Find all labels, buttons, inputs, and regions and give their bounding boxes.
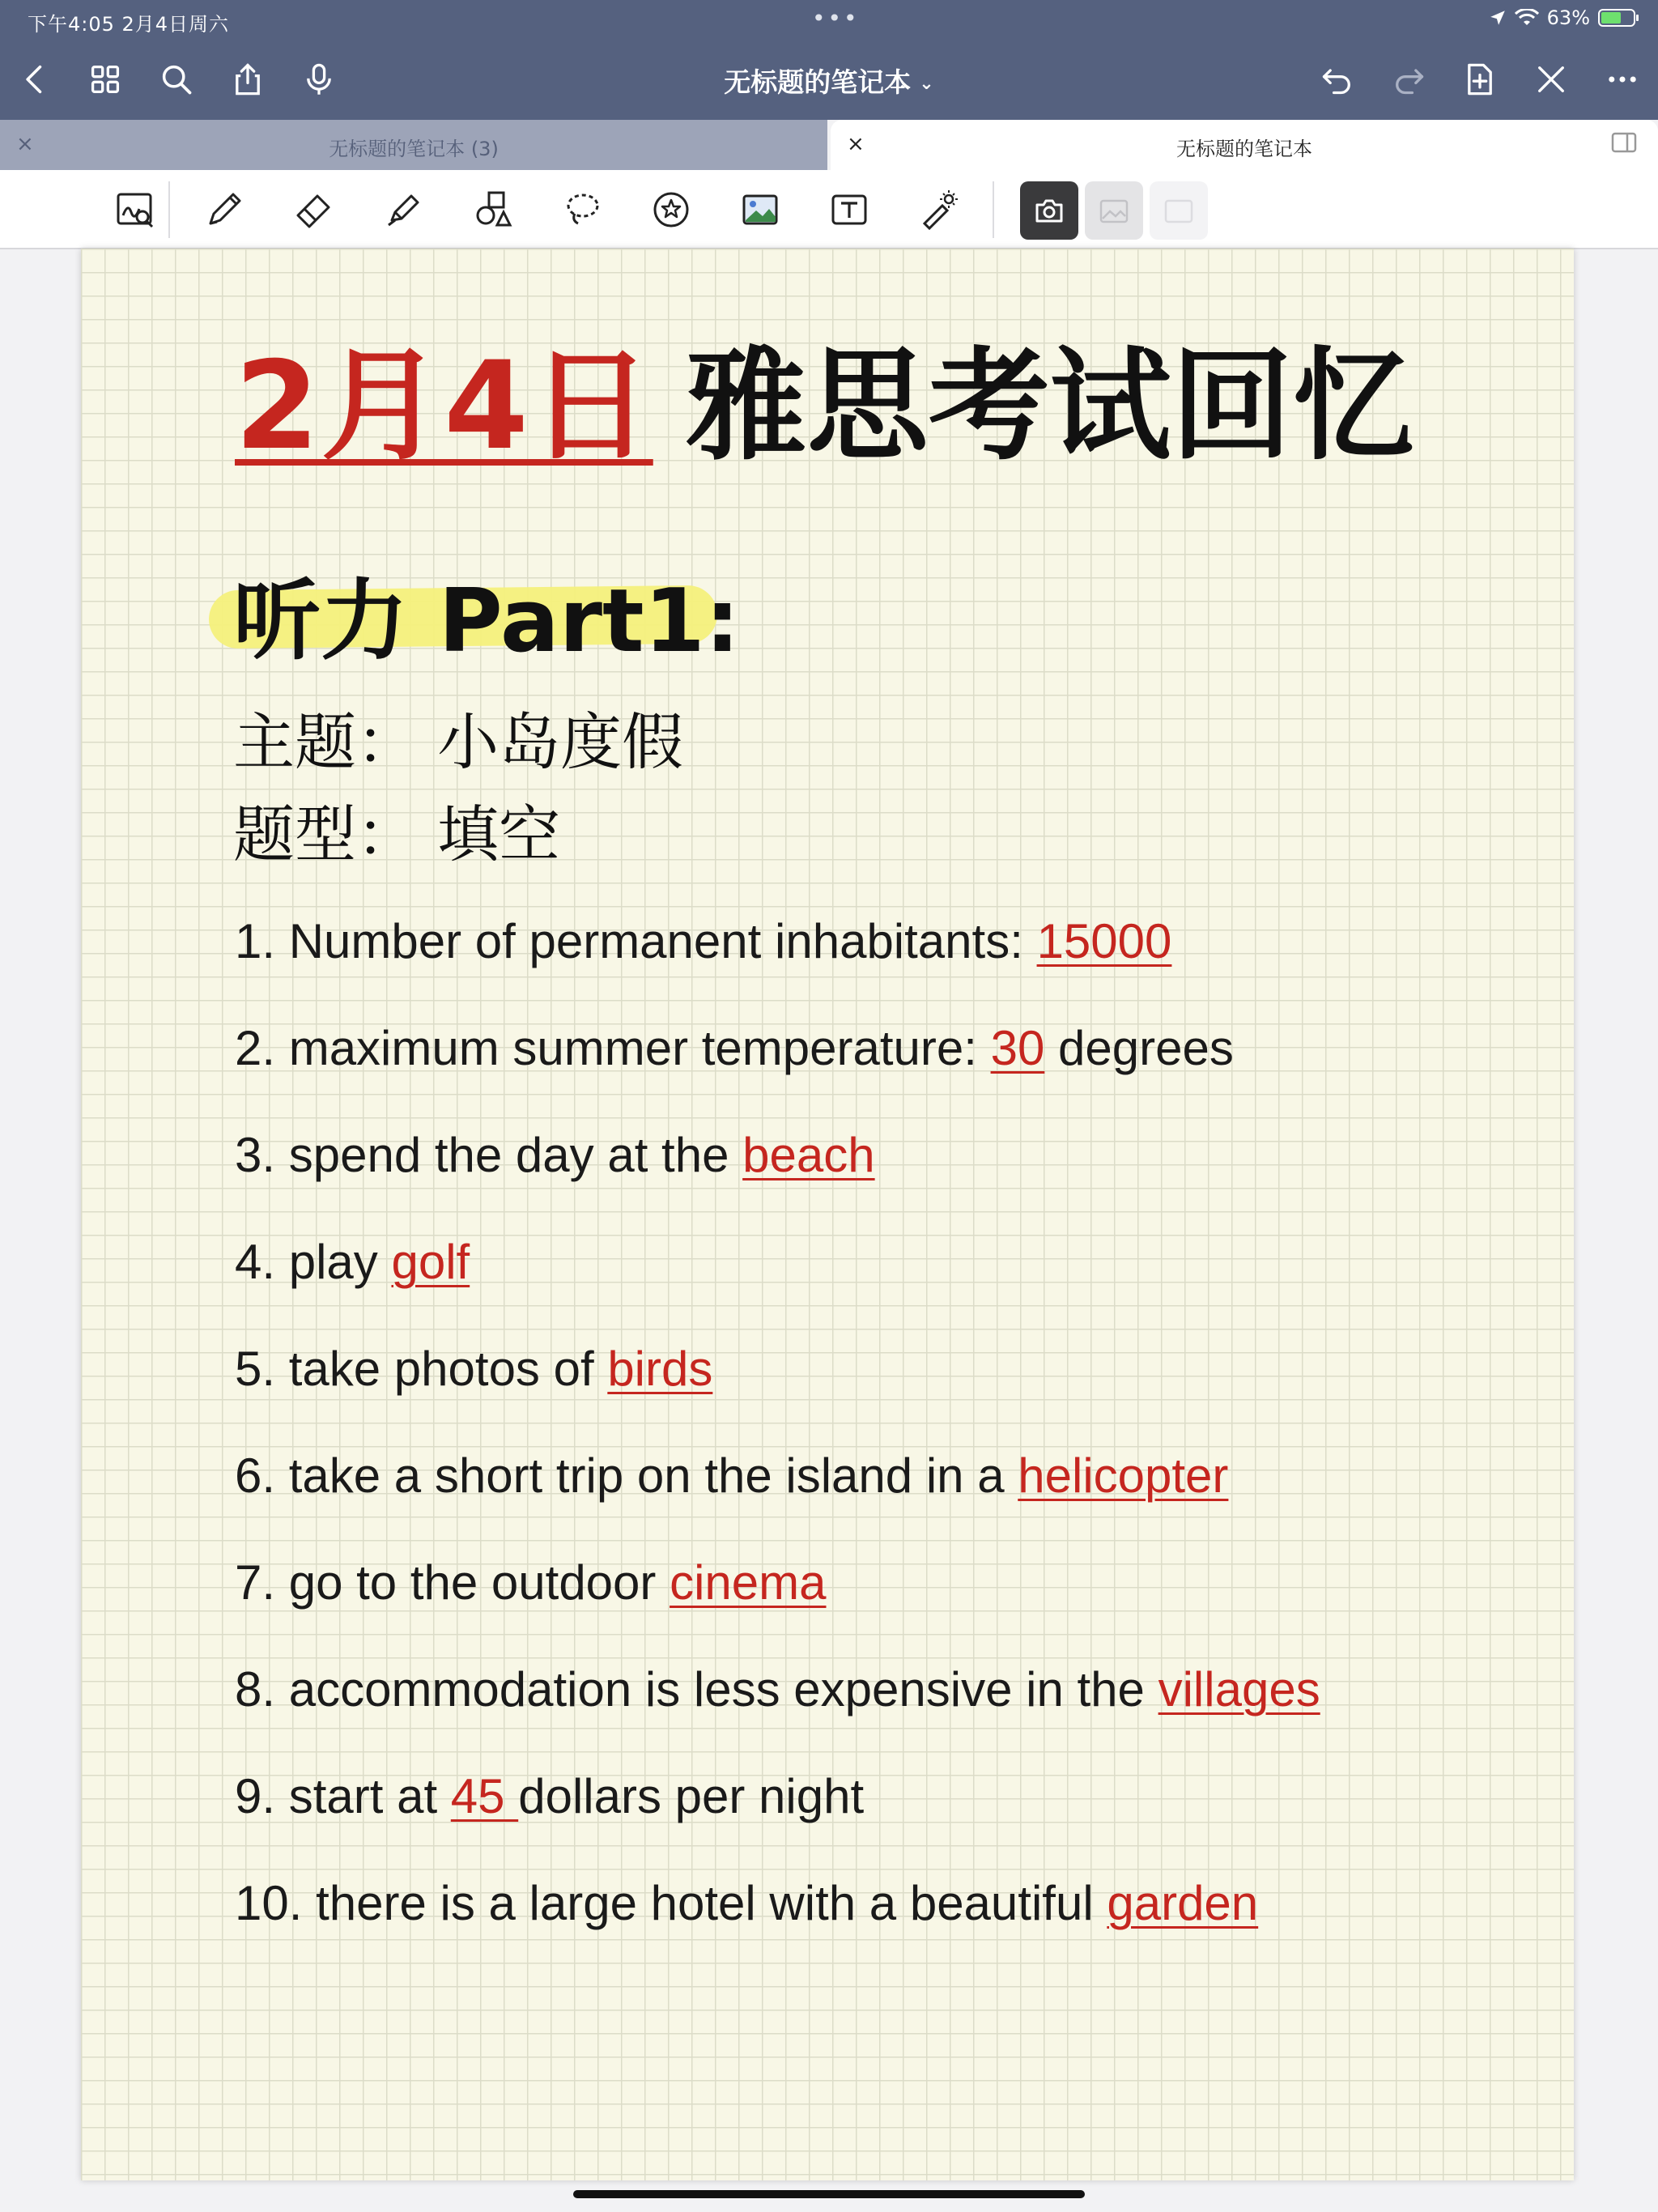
tab-notebook-active[interactable]	[831, 120, 1658, 170]
answer: cinema	[670, 1555, 827, 1610]
image-tool[interactable]	[732, 181, 789, 238]
drawing-toolbar	[0, 170, 1658, 249]
top-bar	[0, 0, 1658, 120]
eraser-tool[interactable]	[285, 181, 342, 238]
chevron-down-icon: ⌄	[919, 74, 934, 94]
camera-icon	[1032, 194, 1066, 228]
answer: villages	[1158, 1662, 1320, 1716]
more-icon[interactable]	[1598, 55, 1647, 104]
list-item: 1. Number of permanent inhabitants: 15000	[235, 914, 1172, 968]
status-right	[1489, 6, 1635, 29]
note-title	[235, 308, 1414, 483]
topic-line: 主题： 小岛度假	[233, 706, 684, 778]
pen-tool[interactable]	[196, 181, 253, 238]
tab-close-icon[interactable]: ×	[16, 132, 34, 156]
answer: beach	[742, 1128, 875, 1182]
tab-label: 无标题的笔记本 (3)	[329, 138, 499, 160]
scan-button[interactable]	[1150, 181, 1208, 240]
toolbar-divider	[168, 181, 170, 238]
list-item: 10. there is a large hotel with a beautiful garden	[235, 1876, 1259, 1930]
multitasking-dots-icon[interactable]: •••	[812, 5, 860, 32]
list-item: 4. play golf	[235, 1235, 470, 1289]
list-item: 9. start at 45 dollars per night	[235, 1769, 865, 1823]
shapes-tool[interactable]	[465, 181, 521, 238]
section-heading: 听力 Part1:	[233, 571, 740, 672]
split-view-icon[interactable]	[1611, 131, 1639, 155]
photo-icon	[1097, 194, 1131, 228]
list-item: 6. take a short trip on the island in a helicopter	[235, 1448, 1229, 1503]
battery-percent: 63%	[1546, 6, 1590, 29]
tab-label: 无标题的笔记本	[1176, 138, 1312, 160]
toolbar-divider	[993, 181, 994, 238]
answer: garden	[1107, 1876, 1259, 1930]
zoom-write-tool[interactable]	[107, 181, 164, 238]
battery-icon	[1598, 9, 1635, 27]
laser-pointer-tool[interactable]	[910, 181, 967, 238]
status-bar	[0, 0, 1658, 39]
list-item: 5. take photos of birds	[235, 1342, 713, 1396]
answer: 15000	[1036, 914, 1172, 968]
answer: helicopter	[1018, 1448, 1229, 1503]
nav-row	[0, 39, 1658, 120]
note-title-date: 2月4日	[235, 336, 653, 477]
answer: golf	[391, 1235, 470, 1289]
tab-notebook-3[interactable]	[0, 120, 827, 170]
add-page-icon[interactable]	[1456, 55, 1504, 104]
note-title-text: 雅思考试回忆	[685, 336, 1414, 477]
location-icon	[1489, 9, 1507, 27]
list-item: 2. maximum summer temperature: 30 degrees	[235, 1021, 1234, 1075]
scan-icon	[1162, 194, 1196, 228]
answer: 30	[990, 1021, 1045, 1075]
home-indicator[interactable]	[573, 2190, 1085, 2198]
photo-button[interactable]	[1085, 181, 1143, 240]
redo-icon[interactable]	[1384, 55, 1433, 104]
undo-icon[interactable]	[1313, 55, 1362, 104]
answer: birds	[607, 1342, 713, 1396]
list-item: 7. go to the outdoor cinema	[235, 1555, 827, 1610]
tab-bar	[0, 120, 1658, 170]
lasso-tool[interactable]	[554, 181, 610, 238]
text-tool[interactable]	[821, 181, 878, 238]
type-line: 题型： 填空	[233, 798, 561, 870]
status-time-date: 下午4:05 2月4日周六	[28, 13, 230, 36]
tab-close-icon[interactable]: ×	[847, 132, 865, 156]
sticker-tool[interactable]	[643, 181, 699, 238]
wifi-icon	[1515, 9, 1539, 27]
notebook-title-text: 无标题的笔记本	[724, 66, 912, 98]
collapse-icon[interactable]	[1527, 55, 1575, 104]
camera-button[interactable]	[1020, 181, 1078, 240]
highlighter-tool[interactable]	[376, 181, 432, 238]
answer: 45	[450, 1769, 519, 1823]
list-item: 3. spend the day at the beach	[235, 1128, 875, 1182]
list-item: 8. accommodation is less expensive in the villages	[235, 1662, 1320, 1716]
